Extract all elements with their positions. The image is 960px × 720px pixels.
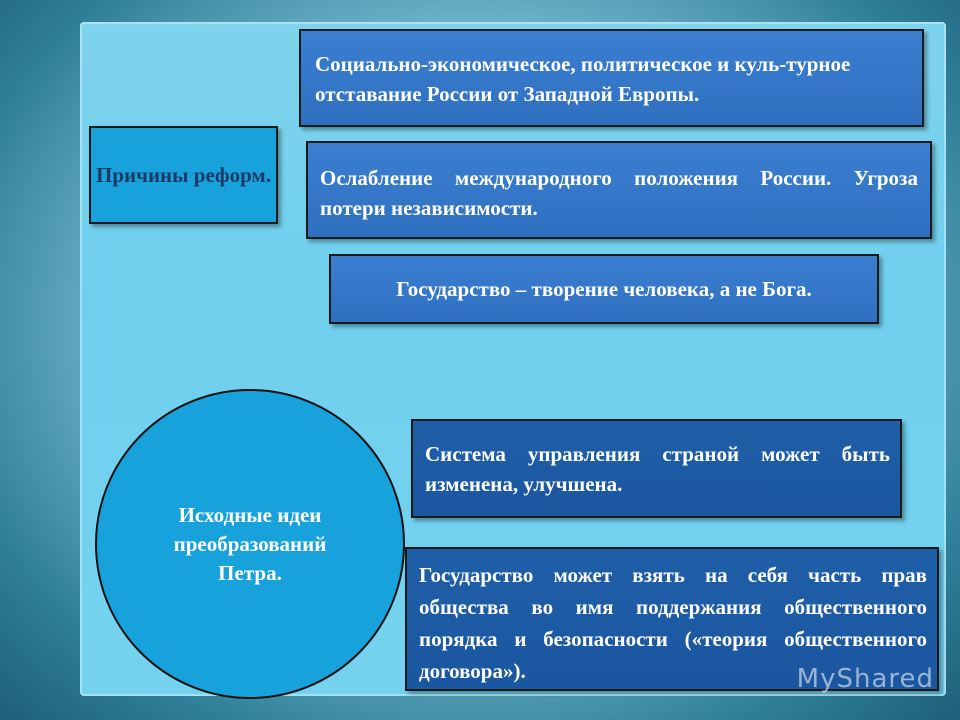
- reason-text-1: Социально-экономическое, политическое и куль-турное отставание России от Западной Европы.: [315, 52, 851, 106]
- idea-box-1: [411, 419, 902, 518]
- idea-text-2: Государство может взять на себя часть прав общества во имя поддержания общественного порядка и безопасности («теория общественного договора»).: [419, 563, 927, 683]
- watermark-logo: MyShared: [796, 664, 934, 694]
- ideas-label: Исходные идеи преобразований Петра.: [173, 502, 327, 585]
- reasons-label-box: [89, 126, 278, 224]
- reason-text-2: Ослабление международного положения России. Угроза потери независимости.: [320, 166, 918, 220]
- reason-text-3: Государство – творение человека, а не Бога.: [396, 277, 812, 301]
- reason-box-3: [329, 254, 879, 324]
- idea-text-1: Система управления страной может быть изменена, улучшена.: [425, 442, 890, 496]
- reason-box-1: [299, 29, 924, 127]
- reason-box-2: [306, 141, 932, 239]
- ideas-circle: [95, 389, 405, 699]
- reasons-label: Причины реформ.: [95, 162, 271, 187]
